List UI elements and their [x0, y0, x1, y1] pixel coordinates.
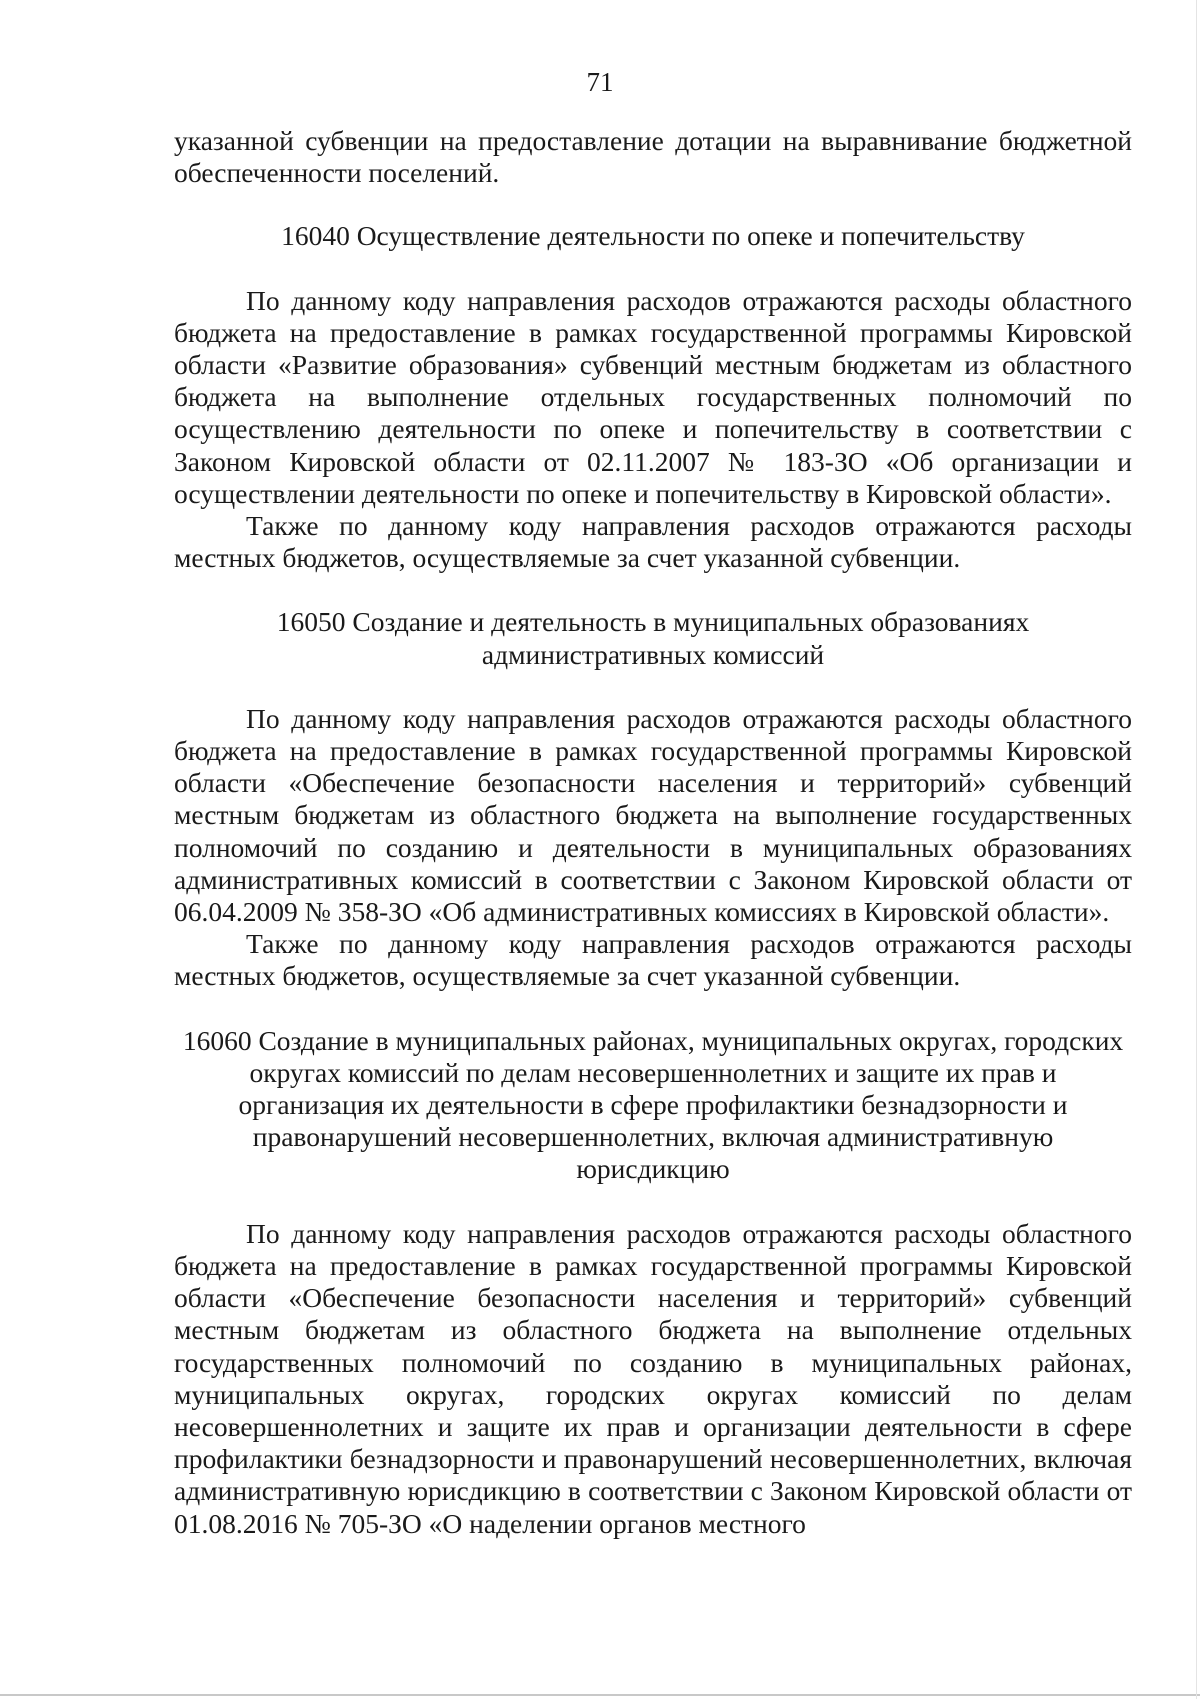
- paragraph-16060-main: По данному коду направления расходов отражаются расходы областного бюджета на предоставление в рамках государственной программы Кировской области «Обеспечение безопасности населения и территорий» субвенций местным бюджетам из областного бюджета на выполнение отдельных государственных полномочий по созданию в муниципальных районах, муниципальных округах, городских округах комиссий по делам несовершеннолетних и защите их прав и организации деятельности в сфере профилактики безнадзорности и правонарушений несовершеннолетних, включая административную юрисдикцию в соответствии с Законом Кировской области от 01.08.2016 № 705-ЗО «О наделении органов местного: [174, 1217, 1132, 1539]
- section-heading-16050: 16050 Создание и деятельность в муниципальных образованиях административных комиссий: [276, 606, 1030, 670]
- paragraph-continuation: указанной субвенции на предоставление дотации на выравнивание бюджетной обеспеченности поселений.: [174, 125, 1132, 189]
- section-heading-16060: 16060 Создание в муниципальных районах, муниципальных округах, городских округах комиссий по делам несовершеннолетних и защите их прав и организация их деятельности в сфере профилактики безнадзорности и правонарушений несовершеннолетних, включая административную юрисдикцию: [182, 1024, 1124, 1185]
- paragraph-16050-local: Также по данному коду направления расходов отражаются расходы местных бюджетов, осуществляемые за счет указанной субвенции.: [174, 928, 1132, 992]
- scan-edge-bottom: [0, 1694, 1200, 1696]
- scan-edge-right: [1196, 0, 1197, 1699]
- section-heading-16040: 16040 Осуществление деятельности по опеке и попечительству: [281, 220, 1025, 252]
- document-body: [174, 125, 1132, 1540]
- paragraph-16050-main: По данному коду направления расходов отражаются расходы областного бюджета на предоставление в рамках государственной программы Кировской области «Обеспечение безопасности населения и территорий» субвенций местным бюджетам из областного бюджета на выполнение государственных полномочий по созданию и деятельности в муниципальных образованиях административных комиссий в соответствии с Законом Кировской области от 06.04.2009 № 358-ЗО «Об административных комиссиях в Кировской области».: [174, 702, 1132, 928]
- paragraph-16040-main: По данному коду направления расходов отражаются расходы областного бюджета на предоставление в рамках государственной программы Кировской области «Развитие образования» субвенций местным бюджетам из областного бюджета на выполнение отдельных государственных полномочий по осуществлению деятельности по опеке и попечительству в соответствии с Законом Кировской области от 02.11.2007 № 183-ЗО «Об организации и осуществлении деятельности по опеке и попечительству в Кировской области».: [174, 284, 1132, 509]
- paragraph-16040-local: Также по данному коду направления расходов отражаются расходы местных бюджетов, осуществляемые за счет указанной субвенции.: [174, 510, 1132, 574]
- page-number: 71: [586, 67, 614, 97]
